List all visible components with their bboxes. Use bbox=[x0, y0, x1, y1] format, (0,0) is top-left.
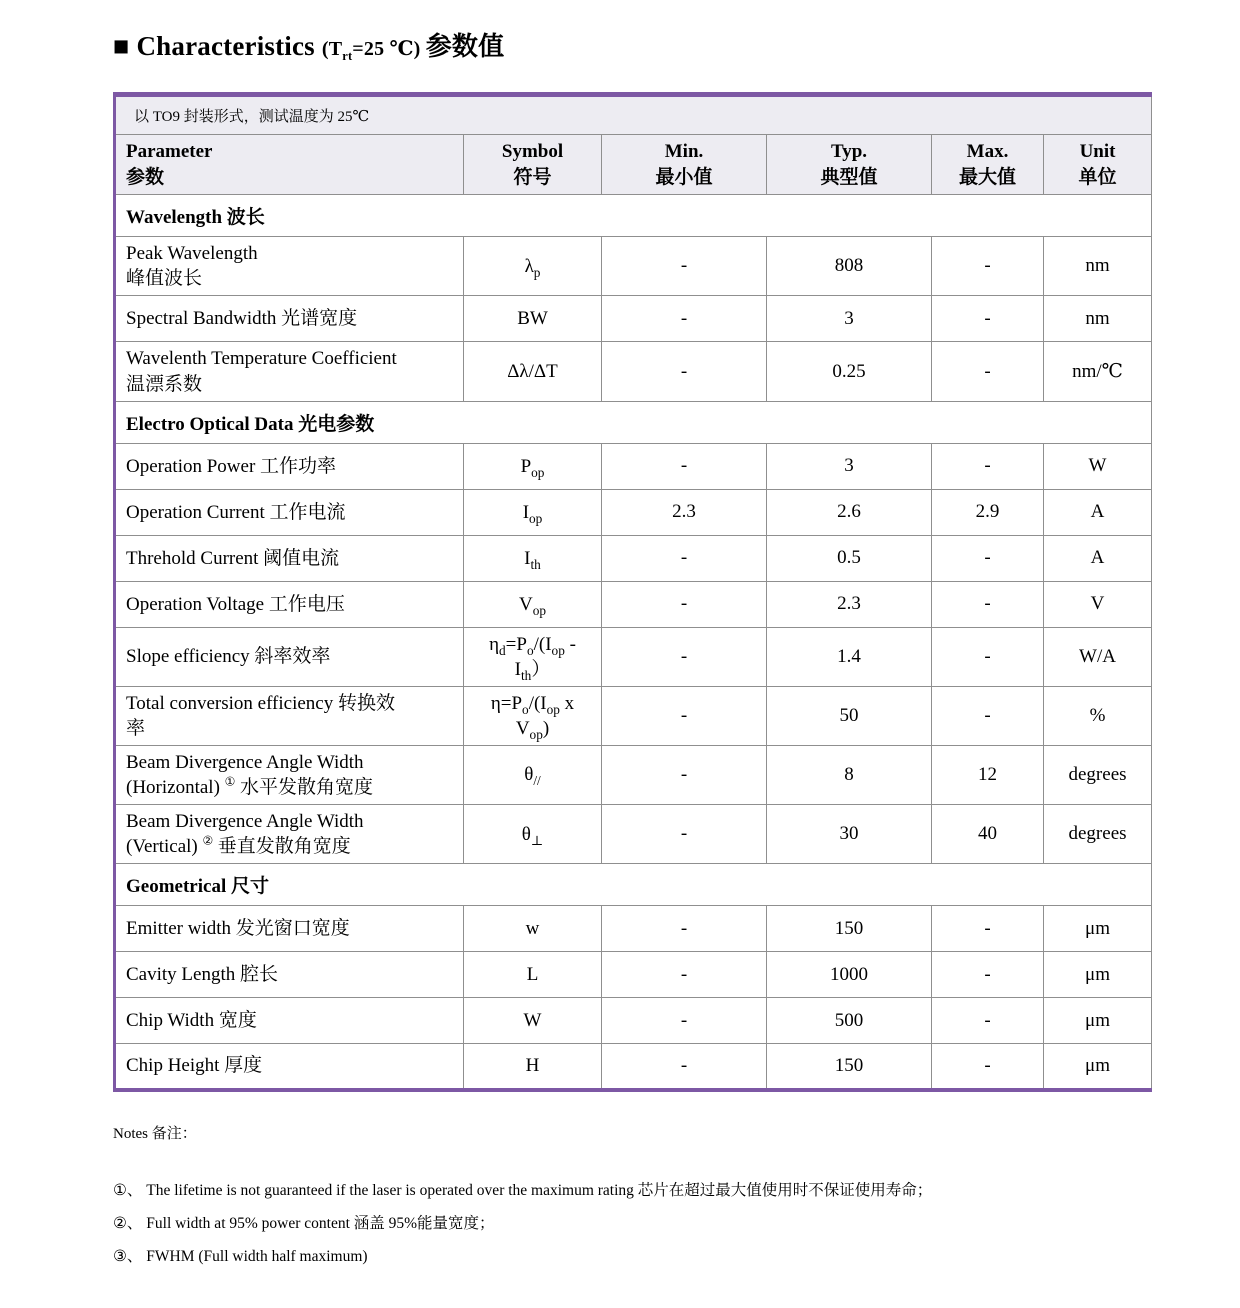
max-cell: - bbox=[932, 535, 1044, 581]
header-cn: 最小值 bbox=[655, 166, 713, 188]
title-main: ■ Characteristics bbox=[113, 31, 322, 61]
table-row bbox=[115, 686, 1152, 745]
typ-cell: 150 bbox=[767, 906, 932, 952]
min-cell: - bbox=[602, 443, 767, 489]
table-row bbox=[115, 581, 1152, 627]
section-row bbox=[115, 195, 1152, 237]
parameter-cell: Cavity Length 腔长 bbox=[115, 952, 464, 998]
max-cell: 40 bbox=[932, 805, 1044, 864]
header-en: Max. bbox=[966, 141, 1009, 162]
typ-cell: 2.3 bbox=[767, 581, 932, 627]
typ-cell: 1000 bbox=[767, 952, 932, 998]
unit-cell: μm bbox=[1044, 952, 1152, 998]
notes-title: Notes 备注： bbox=[113, 1125, 197, 1142]
min-cell: - bbox=[602, 535, 767, 581]
typ-cell: 808 bbox=[767, 237, 932, 296]
parameter-cell: Emitter width 发光窗口宽度 bbox=[115, 906, 464, 952]
min-cell: - bbox=[602, 952, 767, 998]
min-cell: - bbox=[602, 906, 767, 952]
typ-cell: 0.25 bbox=[767, 342, 932, 401]
unit-cell: % bbox=[1044, 686, 1152, 745]
unit-cell: μm bbox=[1044, 906, 1152, 952]
header-cn: 最大值 bbox=[958, 166, 1016, 188]
table-row bbox=[115, 489, 1152, 535]
typ-cell: 2.6 bbox=[767, 489, 932, 535]
symbol-cell: $P_{op}$ bbox=[464, 443, 602, 489]
max-cell: - bbox=[932, 342, 1044, 401]
min-cell: - bbox=[602, 296, 767, 342]
max-cell: - bbox=[932, 581, 1044, 627]
typ-cell: 3 bbox=[767, 296, 932, 342]
parameter-cell: Operation Power 工作功率 bbox=[115, 443, 464, 489]
unit-cell: A bbox=[1044, 535, 1152, 581]
column-header-typ bbox=[767, 135, 932, 195]
parameter-cell: Beam Divergence Angle Width (Vertical) ② 垂直发散角宽度 bbox=[115, 805, 464, 864]
unit-cell: W/A bbox=[1044, 627, 1152, 686]
symbol-cell: L bbox=[464, 952, 602, 998]
note-item: ②、 Full width at 95% power content 涵盖 95%能量宽度； bbox=[113, 1214, 495, 1232]
table-row bbox=[115, 237, 1152, 296]
header-cn: 参数 bbox=[126, 166, 165, 188]
title-chinese: 参数值 bbox=[425, 32, 505, 61]
notes-list bbox=[113, 1179, 1150, 1269]
table-note-row bbox=[115, 95, 1152, 135]
max-cell: 2.9 bbox=[932, 489, 1044, 535]
symbol-cell: $V_{op}$ bbox=[464, 581, 602, 627]
parameter-cell: Chip Height 厚度 bbox=[115, 1044, 464, 1090]
table-row bbox=[115, 952, 1152, 998]
unit-cell: μm bbox=[1044, 998, 1152, 1044]
header-en: Typ. bbox=[830, 141, 868, 162]
symbol-cell: $\eta_d=P_o/(I_{op}$ - $I_{th}$） bbox=[464, 627, 602, 686]
page-title bbox=[113, 26, 1150, 64]
symbol-cell: w bbox=[464, 906, 602, 952]
typ-cell: 50 bbox=[767, 686, 932, 745]
header-en: Parameter bbox=[126, 141, 213, 162]
max-cell: - bbox=[932, 998, 1044, 1044]
max-cell: - bbox=[932, 906, 1044, 952]
unit-cell: nm bbox=[1044, 296, 1152, 342]
table-row bbox=[115, 998, 1152, 1044]
table-row bbox=[115, 745, 1152, 804]
symbol-cell: $\theta_{//}$ bbox=[464, 745, 602, 804]
unit-cell: μm bbox=[1044, 1044, 1152, 1090]
table-row bbox=[115, 1044, 1152, 1090]
symbol-cell: Δλ/ΔT bbox=[464, 342, 602, 401]
unit-cell: nm/℃ bbox=[1044, 342, 1152, 401]
parameter-cell: Wavelenth Temperature Coefficient 温漂系数 bbox=[115, 342, 464, 401]
symbol-cell: $\eta=P_o/(I_{op}$ x $V_{op}$) bbox=[464, 686, 602, 745]
unit-cell: degrees bbox=[1044, 805, 1152, 864]
table-row bbox=[115, 342, 1152, 401]
typ-cell: 500 bbox=[767, 998, 932, 1044]
symbol-cell: BW bbox=[464, 296, 602, 342]
min-cell: - bbox=[602, 581, 767, 627]
table-note: 以 TO9 封装形式，测试温度为 25℃ bbox=[115, 95, 1152, 135]
max-cell: - bbox=[932, 296, 1044, 342]
max-cell: - bbox=[932, 443, 1044, 489]
symbol-cell: $I_{th}$ bbox=[464, 535, 602, 581]
symbol-cell: $\theta_\perp$ bbox=[464, 805, 602, 864]
table-row bbox=[115, 296, 1152, 342]
parameter-cell: Spectral Bandwidth 光谱宽度 bbox=[115, 296, 464, 342]
typ-cell: 0.5 bbox=[767, 535, 932, 581]
min-cell: - bbox=[602, 686, 767, 745]
unit-cell: A bbox=[1044, 489, 1152, 535]
typ-cell: 8 bbox=[767, 745, 932, 804]
header-en: Unit bbox=[1079, 141, 1116, 162]
unit-cell: nm bbox=[1044, 237, 1152, 296]
title-condition: ($T_{rt}=25$ ℃) bbox=[321, 38, 426, 63]
notes-section bbox=[113, 1122, 1150, 1269]
min-cell: - bbox=[602, 1044, 767, 1090]
table-row bbox=[115, 805, 1152, 864]
min-cell: - bbox=[602, 998, 767, 1044]
parameter-cell: Operation Voltage 工作电压 bbox=[115, 581, 464, 627]
parameter-cell: Operation Current 工作电流 bbox=[115, 489, 464, 535]
max-cell: - bbox=[932, 1044, 1044, 1090]
min-cell: 2.3 bbox=[602, 489, 767, 535]
min-cell: - bbox=[602, 237, 767, 296]
parameter-cell: Beam Divergence Angle Width (Horizontal) ① 水平发散角宽度 bbox=[115, 745, 464, 804]
max-cell: - bbox=[932, 627, 1044, 686]
section-label: Wavelength 波长 bbox=[115, 195, 1152, 237]
typ-cell: 3 bbox=[767, 443, 932, 489]
characteristics-table bbox=[113, 92, 1152, 1092]
table-header-row bbox=[115, 135, 1152, 195]
unit-cell: V bbox=[1044, 581, 1152, 627]
table-row bbox=[115, 443, 1152, 489]
header-en: Symbol bbox=[501, 141, 564, 162]
section-row bbox=[115, 401, 1152, 443]
note-item: ③、 FWHM (Full width half maximum) bbox=[113, 1247, 368, 1265]
min-cell: - bbox=[602, 342, 767, 401]
parameter-cell: Threhold Current 阈值电流 bbox=[115, 535, 464, 581]
parameter-cell: Chip Width 宽度 bbox=[115, 998, 464, 1044]
symbol-cell: $I_{op}$ bbox=[464, 489, 602, 535]
header-en: Min. bbox=[664, 141, 704, 162]
note-item: ①、 The lifetime is not guaranteed if the laser is operated over the maximum rating 芯片在超过最大值使用时不保证使用寿命； bbox=[113, 1181, 933, 1199]
section-label: Geometrical 尺寸 bbox=[115, 864, 1152, 906]
parameter-cell: Slope efficiency 斜率效率 bbox=[115, 627, 464, 686]
section-row bbox=[115, 864, 1152, 906]
section-label: Electro Optical Data 光电参数 bbox=[115, 401, 1152, 443]
symbol-cell: H bbox=[464, 1044, 602, 1090]
header-cn: 典型值 bbox=[820, 166, 878, 188]
column-header-min bbox=[602, 135, 767, 195]
header-cn: 单位 bbox=[1078, 166, 1117, 188]
column-header-unit bbox=[1044, 135, 1152, 195]
max-cell: - bbox=[932, 952, 1044, 998]
table-row bbox=[115, 906, 1152, 952]
column-header-symbol bbox=[464, 135, 602, 195]
min-cell: - bbox=[602, 805, 767, 864]
header-cn: 符号 bbox=[513, 166, 552, 188]
unit-cell: degrees bbox=[1044, 745, 1152, 804]
typ-cell: 30 bbox=[767, 805, 932, 864]
symbol-cell: $\lambda_p$ bbox=[464, 237, 602, 296]
max-cell: 12 bbox=[932, 745, 1044, 804]
max-cell: - bbox=[932, 237, 1044, 296]
column-header-max bbox=[932, 135, 1044, 195]
parameter-cell: Total conversion efficiency 转换效 率 bbox=[115, 686, 464, 745]
typ-cell: 1.4 bbox=[767, 627, 932, 686]
min-cell: - bbox=[602, 627, 767, 686]
typ-cell: 150 bbox=[767, 1044, 932, 1090]
table-row bbox=[115, 535, 1152, 581]
min-cell: - bbox=[602, 745, 767, 804]
parameter-cell: Peak Wavelength 峰值波长 bbox=[115, 237, 464, 296]
symbol-cell: W bbox=[464, 998, 602, 1044]
max-cell: - bbox=[932, 686, 1044, 745]
table-row bbox=[115, 627, 1152, 686]
unit-cell: W bbox=[1044, 443, 1152, 489]
column-header-parameter bbox=[115, 135, 464, 195]
